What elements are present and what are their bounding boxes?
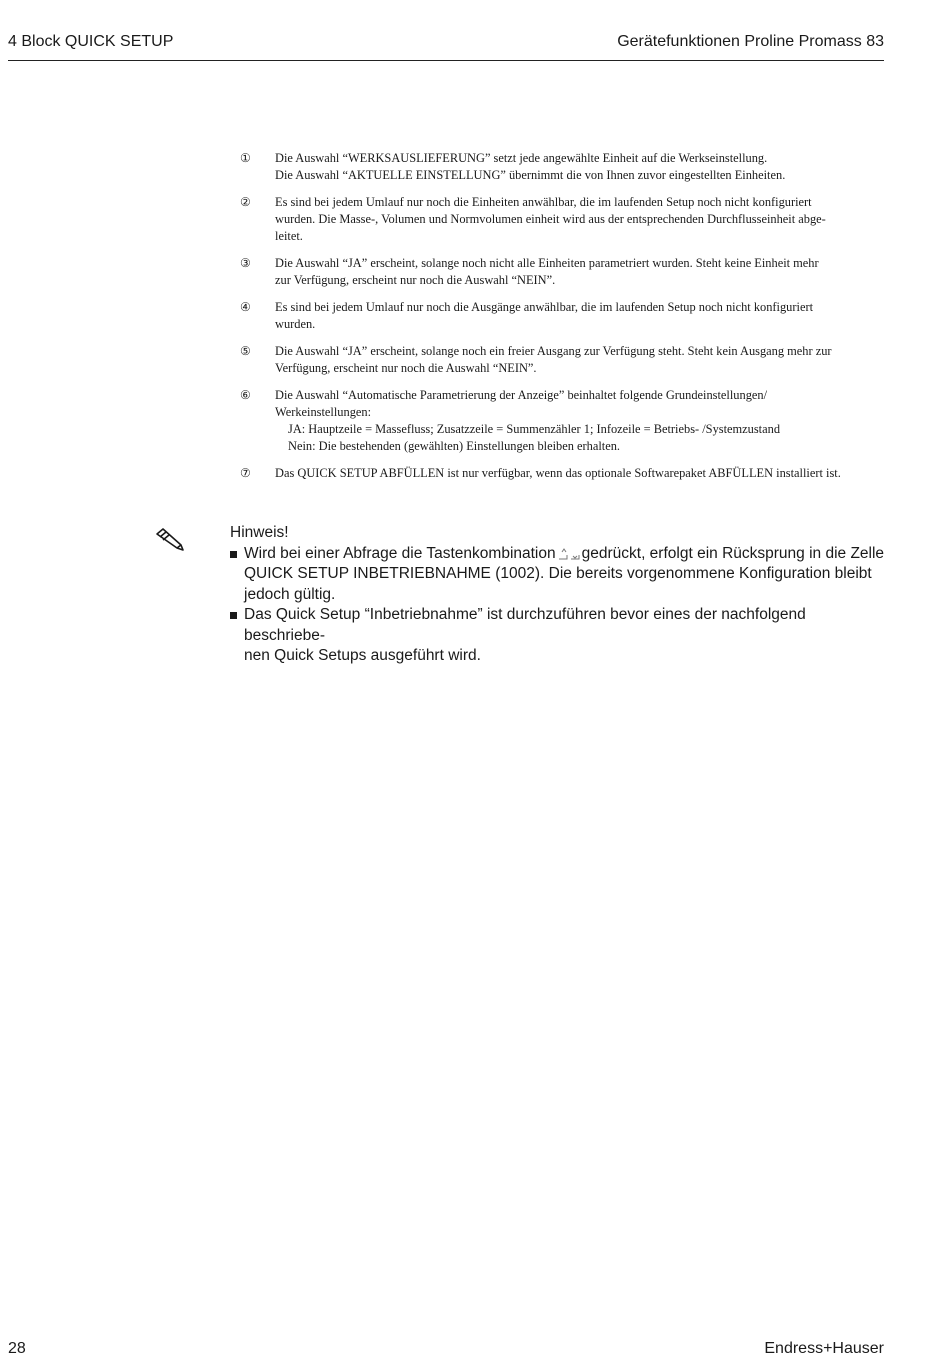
footnote-text: wurden. Die Masse-, Volumen und Normvolumen einheit wird aus der entsprechenden Durchflusseinheit abge-	[275, 212, 826, 226]
hint-text-before-keys: Wird bei einer Abfrage die Tastenkombination	[244, 544, 556, 562]
footnote-text: Es sind bei jedem Umlauf nur noch die Einheiten anwählbar, die im laufenden Setup noch nicht konfiguriert	[275, 195, 812, 209]
footnote-text: Die Auswahl “Automatische Parametrierung der Anzeige” beinhaltet folgende Grundeinstellungen/	[275, 388, 768, 402]
footnote-marker: ⑤	[240, 344, 251, 358]
footnote-7	[238, 465, 878, 482]
hint-text-after-keys: gedrückt, erfolgt ein Rücksprung in die Zelle	[581, 544, 885, 562]
footnote-marker: ⑥	[240, 388, 251, 402]
footnote-text: Die Auswahl “WERKSAUSLIEFERUNG” setzt jede angewählte Einheit auf die Werkseinstellung.	[275, 151, 768, 165]
footnote-subtext: JA: Hauptzeile = Massefluss; Zusatzzeile = Summenzähler 1; Infozeile = Betriebs- /Systemzustand	[288, 422, 781, 436]
page-header	[8, 30, 884, 61]
footnote-2	[238, 194, 878, 245]
hint-content	[230, 523, 885, 667]
hint-text	[244, 544, 885, 565]
footnote-5	[238, 343, 878, 377]
hint-text: jedoch gültig.	[244, 585, 336, 603]
page-number: 28	[8, 1340, 26, 1357]
footnote-3	[238, 255, 878, 289]
hint-text: nen Quick Setups ausgeführt wird.	[244, 647, 481, 664]
footnote-marker: ⑦	[240, 466, 251, 480]
footnote-4	[238, 299, 878, 333]
footnote-text: wurden.	[275, 317, 316, 331]
footnote-marker: ①	[240, 151, 251, 165]
footnote-text: leitet.	[275, 229, 303, 243]
hint-text: QUICK SETUP INBETRIEBNAHME (1002). Die bereits vorgenommene Konfiguration bleibt	[244, 565, 872, 582]
section-title: 4 Block QUICK SETUP	[8, 33, 174, 50]
footnote-text: Werkeinstellungen:	[275, 405, 372, 419]
footnote-text: Das QUICK SETUP ABFÜLLEN ist nur verfügbar, wenn das optionale Softwarepaket ABFÜLLEN installiert ist.	[275, 466, 841, 480]
footnote-marker: ④	[240, 300, 251, 314]
footnote-marker: ③	[240, 256, 251, 270]
document-title: Gerätefunktionen Proline Promass 83	[617, 33, 884, 50]
bullet-icon	[230, 551, 237, 558]
hint-item-2	[230, 605, 885, 667]
footnote-text: Die Auswahl “JA” erscheint, solange noch nicht alle Einheiten parametriert wurden. Steht keine Einheit mehr	[275, 256, 819, 270]
pencil-icon	[154, 526, 186, 552]
footnote-1	[238, 150, 878, 184]
hint-title: Hinweis!	[230, 524, 289, 541]
footnote-text: Die Auswahl “AKTUELLE EINSTELLUNG” übernimmt die von Ihnen zuvor eingestellten Einheiten.	[275, 168, 786, 182]
footnote-6	[238, 387, 878, 455]
brand-name: Endress+Hauser	[764, 1340, 884, 1357]
hint-text: Das Quick Setup “Inbetriebnahme” ist durchzuführen bevor eines der nachfolgend beschriebe-	[244, 606, 806, 644]
footnote-text: Die Auswahl “JA” erscheint, solange noch ein freier Ausgang zur Verfügung steht. Steht kein Ausgang mehr zur	[275, 344, 832, 358]
footnote-text: zur Verfügung, erscheint nur noch die Auswahl “NEIN”.	[275, 273, 556, 287]
footnote-list	[238, 150, 878, 492]
footnote-text: Verfügung, erscheint nur noch die Auswahl “NEIN”.	[275, 361, 537, 375]
hint-item-1	[230, 544, 885, 606]
footnote-subtext: Nein: Die bestehenden (gewählten) Einstellungen bleiben erhalten.	[288, 439, 621, 453]
bullet-icon	[230, 612, 237, 619]
footnote-text: Es sind bei jedem Umlauf nur noch die Ausgänge anwählbar, die im laufenden Setup noch nicht konfiguriert	[275, 300, 814, 314]
footnote-marker: ②	[240, 195, 251, 209]
key-combination-icon	[558, 546, 580, 560]
